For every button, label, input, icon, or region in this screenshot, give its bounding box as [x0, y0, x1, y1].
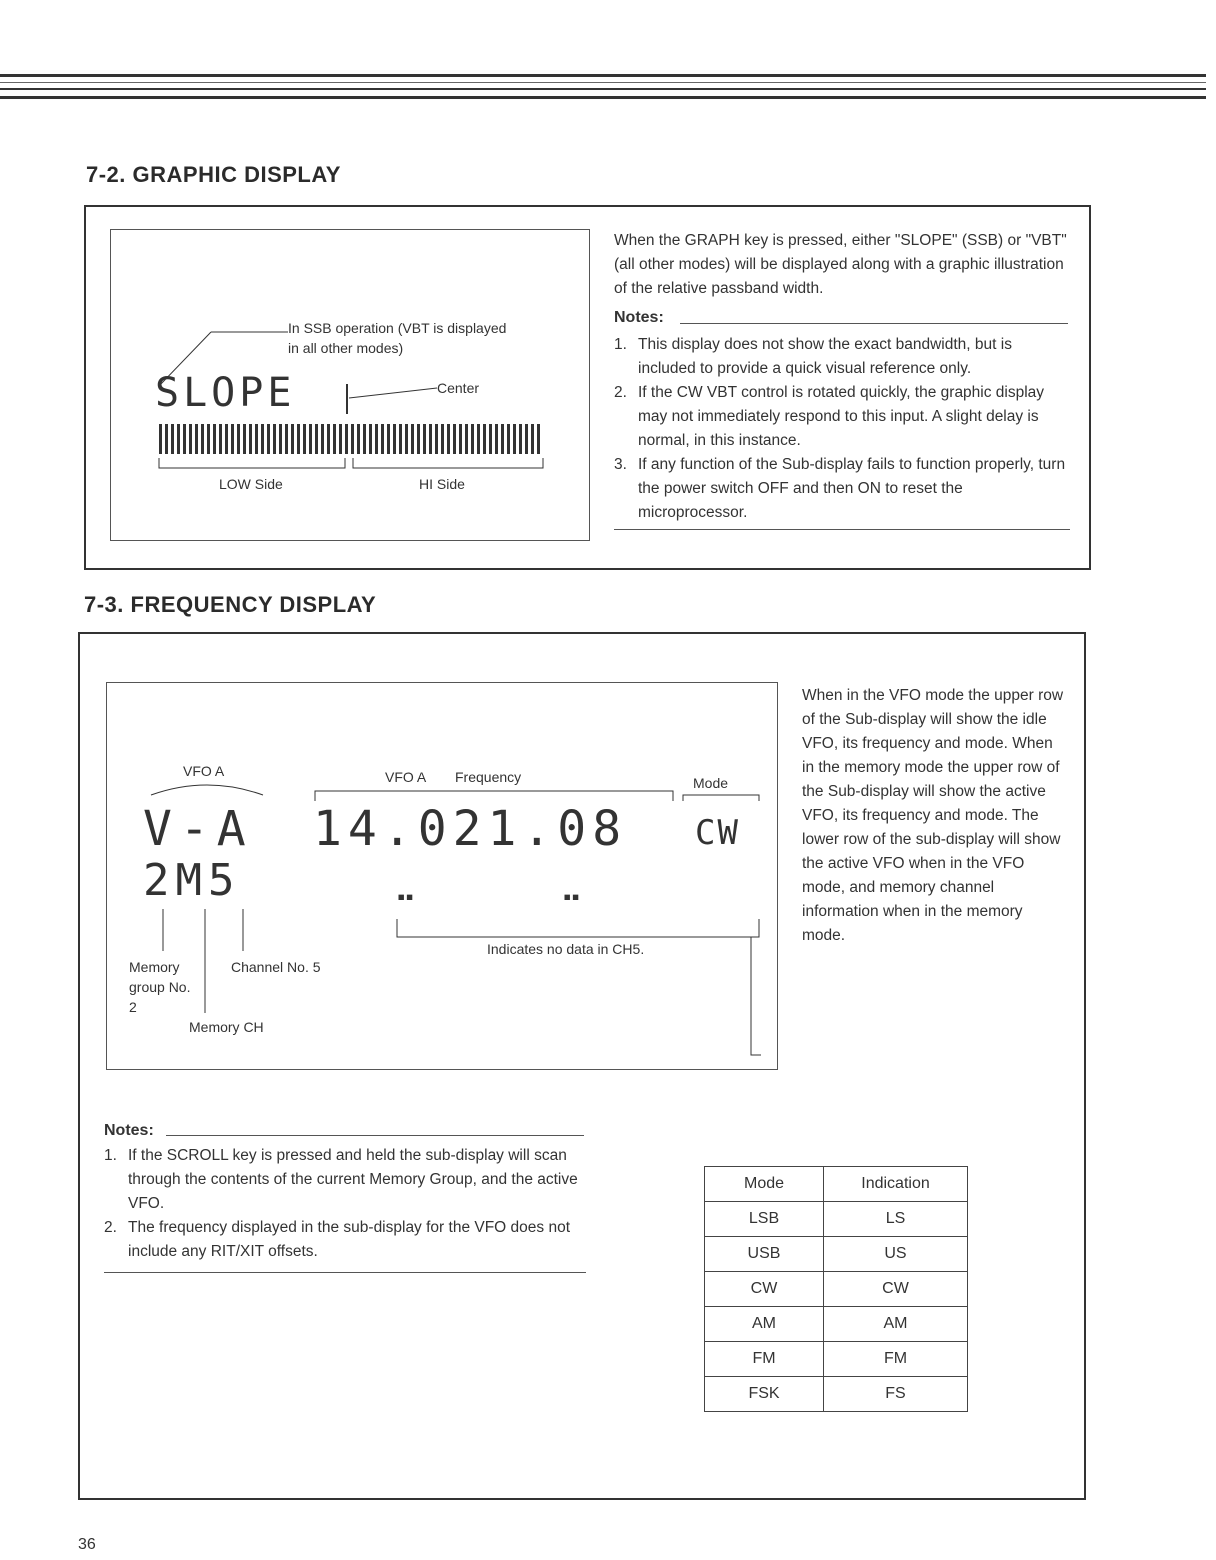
passband-segment	[417, 424, 420, 454]
passband-segment	[399, 424, 402, 454]
page-number: 36	[78, 1536, 96, 1553]
ssb-operation-note: In SSB operation (VBT is displayed in all other modes)	[288, 320, 507, 356]
passband-segment	[291, 424, 294, 454]
passband-segment	[531, 424, 534, 454]
note-item	[614, 333, 1070, 381]
passband-segment	[429, 424, 432, 454]
passband-segment	[423, 424, 426, 454]
passband-segment	[345, 424, 348, 454]
table-cell: CW	[705, 1272, 824, 1307]
passband-segment	[471, 424, 474, 454]
passband-segment	[195, 424, 198, 454]
section-title-frequency: 7-3. FREQUENCY DISPLAY	[84, 592, 377, 617]
note-text: This display does not show the exact bandwidth, but is included to provide a quick visual reference only.	[638, 336, 1012, 377]
table-cell: CW	[824, 1272, 968, 1307]
passband-segment	[303, 424, 306, 454]
table-header-row	[705, 1167, 968, 1202]
note-number: 3.	[614, 456, 627, 473]
frequency-notes-rule	[166, 1135, 584, 1136]
passband-segment	[489, 424, 492, 454]
table-cell: FM	[705, 1342, 824, 1377]
channel-label: Channel No. 5	[231, 959, 321, 975]
passband-segment	[321, 424, 324, 454]
table-cell: AM	[705, 1307, 824, 1342]
lcd-empty-dot: ▪▪	[397, 889, 414, 905]
passband-segment	[453, 424, 456, 454]
passband-segment	[213, 424, 216, 454]
table-row	[705, 1377, 968, 1412]
passband-segment	[501, 424, 504, 454]
note-number: 2.	[614, 384, 627, 401]
passband-segment	[363, 424, 366, 454]
mode-label: Mode	[693, 775, 729, 791]
passband-segment	[441, 424, 444, 454]
table-cell: USB	[705, 1237, 824, 1272]
passband-segment	[207, 424, 210, 454]
passband-segment	[279, 424, 282, 454]
header-rule-lower	[0, 88, 1206, 90]
passband-segment	[369, 424, 372, 454]
passband-segment	[255, 424, 258, 454]
note-item	[104, 1216, 586, 1264]
passband-segment	[525, 424, 528, 454]
graphic-notes-list	[614, 333, 1070, 525]
note-text: If any function of the Sub-display fails to function properly, turn the power switch OFF and then ON to reset the microprocessor.	[638, 456, 1066, 521]
passband-segment	[387, 424, 390, 454]
header-rule	[0, 74, 1206, 77]
note-text: If the CW VBT control is rotated quickly, the graphic display may not immediately respond to this input. A slight delay is normal, in this instance.	[638, 384, 1045, 449]
passband-segment	[267, 424, 270, 454]
passband-segment	[171, 424, 174, 454]
graphic-display-box	[84, 205, 1091, 570]
hi-side-label: HI Side	[419, 476, 465, 492]
graphic-description: When the GRAPH key is pressed, either "SLOPE" (SSB) or "VBT" (all other modes) will be displayed along with a graphic illustration of the relative passband width.	[614, 232, 1067, 297]
table-row	[705, 1237, 968, 1272]
table-cell: LSB	[705, 1202, 824, 1237]
table-cell: LS	[824, 1202, 968, 1237]
frequency-notes-label: Notes:	[104, 1122, 154, 1139]
passband-segment	[477, 424, 480, 454]
graphic-notes-rule	[680, 323, 1068, 324]
passband-segment	[159, 424, 162, 454]
table-row	[705, 1307, 968, 1342]
passband-segment	[231, 424, 234, 454]
passband-segment	[435, 424, 438, 454]
frequency-label: Frequency	[455, 769, 522, 785]
passband-segment	[495, 424, 498, 454]
passband-segment	[297, 424, 300, 454]
passband-segment	[249, 424, 252, 454]
frequency-display-box	[78, 632, 1086, 1500]
table-header-cell: Indication	[824, 1167, 968, 1202]
passband-bar-graph	[157, 422, 547, 456]
header-rule-thin	[0, 82, 1206, 83]
passband-segment	[309, 424, 312, 454]
table-cell: FM	[824, 1342, 968, 1377]
note-text: If the SCROLL key is pressed and held the sub-display will scan through the contents of the current Memory Group, and the active VFO.	[128, 1147, 578, 1212]
note-item	[614, 453, 1070, 525]
memory-ch-label: Memory CH	[189, 1019, 264, 1035]
table-cell: FS	[824, 1377, 968, 1412]
passband-segment	[219, 424, 222, 454]
passband-segment	[393, 424, 396, 454]
passband-segment	[315, 424, 318, 454]
table-row	[705, 1342, 968, 1377]
vfo-a-arc	[147, 779, 267, 799]
passband-segment	[333, 424, 336, 454]
passband-segment	[183, 424, 186, 454]
vfo-a-label: VFO A	[183, 763, 225, 779]
passband-segment	[261, 424, 264, 454]
passband-segment	[177, 424, 180, 454]
center-label: Center	[437, 380, 480, 396]
note-number: 2.	[104, 1219, 117, 1236]
note-number: 1.	[614, 336, 627, 353]
table-cell: FSK	[705, 1377, 824, 1412]
passband-segment	[447, 424, 450, 454]
vfo-a-freq-label: VFO A	[385, 769, 427, 785]
passband-segment	[537, 424, 540, 454]
table-cell: US	[824, 1237, 968, 1272]
passband-segment	[519, 424, 522, 454]
note-item	[104, 1144, 586, 1216]
passband-segment	[285, 424, 288, 454]
passband-segment	[351, 424, 354, 454]
table-cell: AM	[824, 1307, 968, 1342]
frequency-notes-list	[104, 1144, 586, 1264]
lcd-mode: CW	[695, 813, 740, 853]
side-brackets	[157, 458, 547, 472]
passband-segment	[513, 424, 516, 454]
passband-segment	[339, 424, 342, 454]
graphic-notes-label: Notes:	[614, 309, 664, 326]
passband-segment	[273, 424, 276, 454]
section-title-graphic: 7-2. GRAPHIC DISPLAY	[86, 162, 341, 187]
frequency-figure	[106, 682, 778, 1070]
passband-segment	[237, 424, 240, 454]
passband-segment	[375, 424, 378, 454]
lcd-memory: 2M5	[143, 855, 241, 906]
passband-segment	[357, 424, 360, 454]
graphic-notes-end-rule	[614, 529, 1070, 530]
passband-segment	[465, 424, 468, 454]
slope-lcd-text: SLOPE	[155, 370, 296, 416]
table-header-cell: Mode	[705, 1167, 824, 1202]
note-item	[614, 381, 1070, 453]
passband-segment	[405, 424, 408, 454]
mode-indication-table	[704, 1166, 968, 1412]
lcd-empty-dot: ▪▪	[563, 889, 580, 905]
slope-figure	[110, 229, 590, 541]
passband-segment	[243, 424, 246, 454]
passband-segment	[225, 424, 228, 454]
lcd-vfo: V-A	[143, 801, 254, 857]
frequency-description: When in the VFO mode the upper row of the Sub-display will show the idle VFO, its frequency and mode. When in the memory mode the upper row of the Sub-display will show the active VFO, its frequency and mode. The lower row of the sub-display will show the active VFO when in the VFO mode, and memory channel information when in the memory mode.	[802, 687, 1064, 944]
passband-segment	[327, 424, 330, 454]
table-row	[705, 1272, 968, 1307]
frequency-notes-end-rule	[104, 1272, 586, 1273]
passband-segment	[381, 424, 384, 454]
passband-segment	[483, 424, 486, 454]
passband-segment	[459, 424, 462, 454]
note-number: 1.	[104, 1147, 117, 1164]
header-rule-bottom	[0, 96, 1206, 99]
passband-segment	[411, 424, 414, 454]
passband-segment	[189, 424, 192, 454]
memory-group-label: Memory group No. 2	[129, 959, 191, 1015]
low-side-label: LOW Side	[219, 476, 283, 492]
passband-segment	[201, 424, 204, 454]
passband-segment	[165, 424, 168, 454]
table-row	[705, 1202, 968, 1237]
no-data-label: Indicates no data in CH5.	[487, 941, 645, 957]
lcd-frequency: 14.021.08	[313, 801, 628, 857]
note-text: The frequency displayed in the sub-display for the VFO does not include any RIT/XIT offsets.	[128, 1219, 570, 1260]
no-data-bracket	[395, 915, 765, 1061]
center-marker	[341, 380, 441, 416]
passband-segment	[507, 424, 510, 454]
